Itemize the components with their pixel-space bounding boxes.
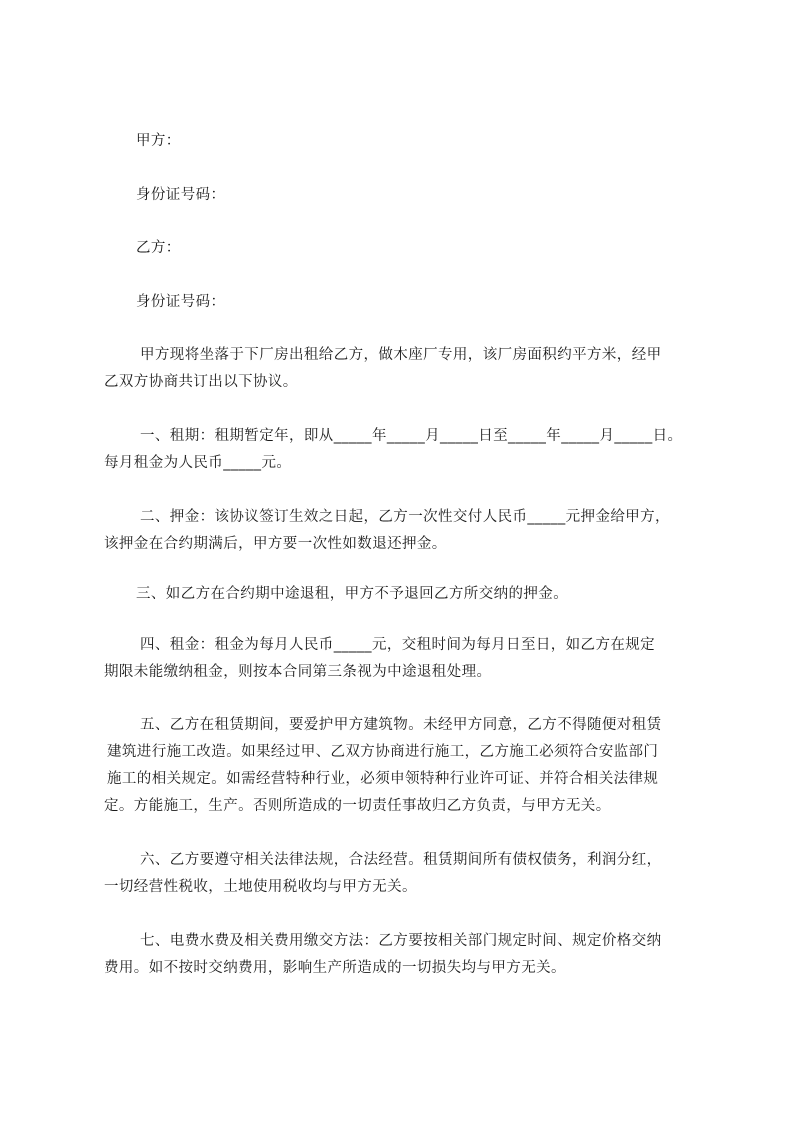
- clause-5-line: 定。方能施工，生产。否则所造成的一切责任事故归乙方负责，与甲方无关。: [104, 798, 611, 814]
- clause-4-line: 四、租金：租金为每月人民币_____元，交租时间为每月日至日，如乙方在规定: [140, 637, 656, 653]
- intro-line: 乙双方协商共订出以下协议。: [104, 374, 298, 390]
- clause-1-line: 一、租期：租期暂定年，即从_____年_____月_____日至_____年_____月_____日。: [140, 428, 683, 444]
- clause-2-line: 二、押金：该协议签订生效之日起，乙方一次性交付人民币_____元押金给甲方，: [140, 509, 670, 525]
- clause-3-line: 三、如乙方在合约期中途退租，甲方不予退回乙方所交纳的押金。: [136, 586, 569, 602]
- party-b-id-label: 身份证号码：: [136, 294, 226, 310]
- clause-4-line: 期限未能缴纳租金，则按本合同第三条视为中途退租处理。: [104, 664, 492, 680]
- clause-2-line: 该押金在合约期满后，甲方要一次性如数退还押金。: [104, 536, 447, 552]
- clause-7-line: 七、电费水费及相关费用缴交方法：乙方要按相关部门规定时间、规定价格交纳: [140, 933, 662, 949]
- party-b-label: 乙方：: [136, 240, 181, 256]
- party-a-label: 甲方：: [136, 133, 181, 149]
- clause-5-line: 施工的相关规定。如需经营特种行业，必须申领特种行业许可证、并符合相关法律规: [107, 771, 659, 787]
- clause-5-line: 建筑进行施工改造。如果经过甲、乙双方协商进行施工，乙方施工必须符合安监部门: [107, 744, 659, 760]
- clause-7-line: 费用。如不按时交纳费用，影响生产所造成的一切损失均与甲方无关。: [104, 960, 566, 976]
- clause-6-line: 一切经营性税收，土地使用税收均与甲方无关。: [104, 879, 417, 895]
- clause-6-line: 六、乙方要遵守相关法律法规，合法经营。租赁期间所有债权债务，利润分红，: [140, 852, 662, 868]
- clause-1-line: 每月租金为人民币_____元。: [104, 455, 292, 471]
- intro-line: 甲方现将坐落于下厂房出租给乙方，做木座厂专用，该厂房面积约平方米，经甲: [140, 347, 662, 363]
- party-a-id-label: 身份证号码：: [136, 187, 226, 203]
- clause-5-line: 五、乙方在租赁期间，要爱护甲方建筑物。未经甲方同意，乙方不得随便对租赁: [140, 717, 662, 733]
